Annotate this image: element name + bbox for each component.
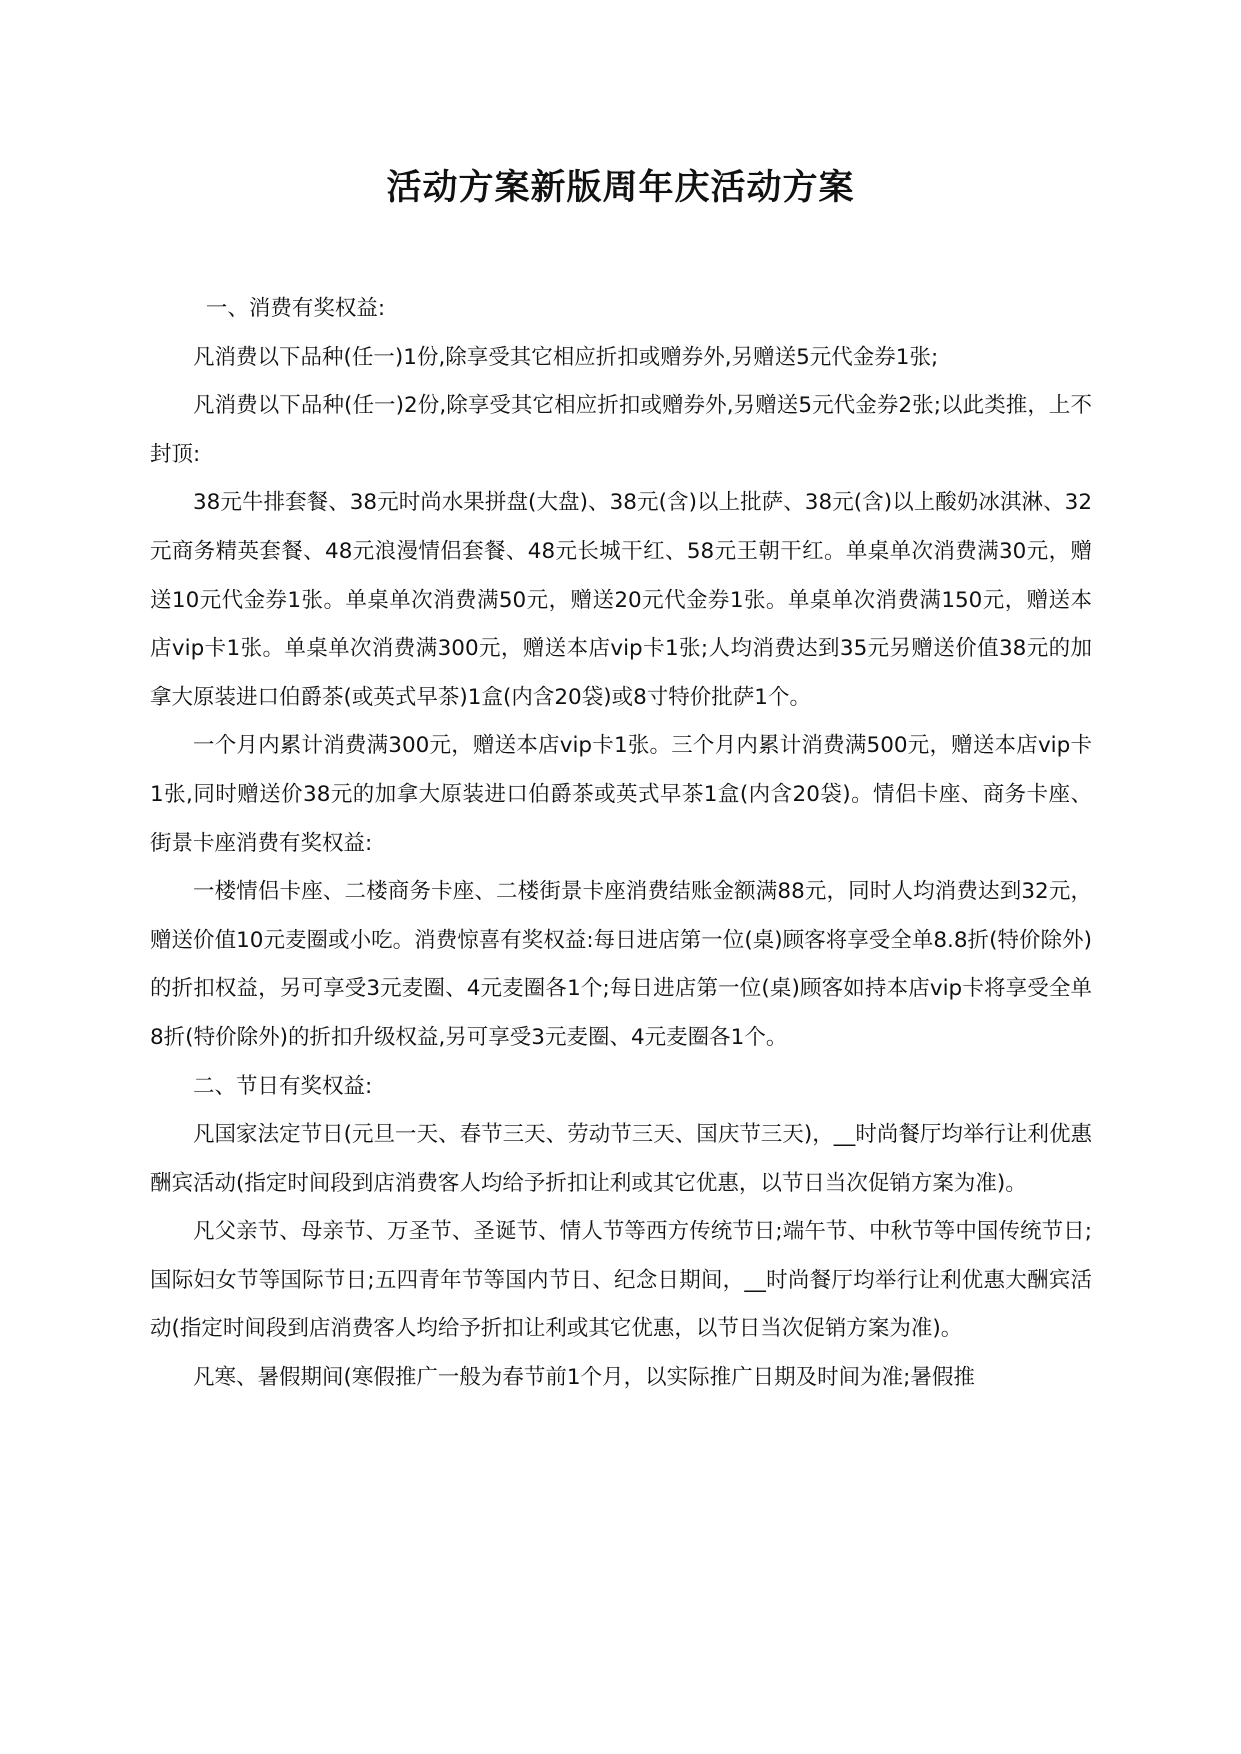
paragraph: 凡消费以下品种(任一)2份,除享受其它相应折扣或赠券外,另赠送5元代金券2张;以此类推，上不封顶: xyxy=(150,393,1092,467)
paragraph: 38元牛排套餐、38元时尚水果拼盘(大盘)、38元(含)以上批萨、38元(含)以上酸奶冰淇淋、32元商务精英套餐、48元浪漫情侣套餐、48元长城干红、58元王朝干红。单桌单次消费满30元，赠送10元代金券1张。单桌单次消费满50元，赠送20元代金券1张。单桌单次消费满150元，赠送本店vip卡1张。单桌单次消费满300元，赠送本店vip卡1张;人均消费达到35元另赠送价值38元的加拿大原装进口伯爵茶(或英式早茶)1盒(内含20袋)或8寸特价批萨1个。 xyxy=(150,490,1092,710)
document-body xyxy=(150,285,1092,1403)
section-heading-2: 二、节日有奖权益: xyxy=(193,1073,373,1099)
paragraph: 凡父亲节、母亲节、万圣节、圣诞节、情人节等西方传统节日;端午节、中秋节等中国传统节日;国际妇女节等国际节日;五四青年节等国内节日、纪念日期间，__时尚餐厅均举行让利优惠大酬宾活动(指定时间段到店消费客人均给予折扣让利或其它优惠，以节日当次促销方案为准)。 xyxy=(150,1219,1092,1342)
paragraph: 一楼情侣卡座、二楼商务卡座、二楼街景卡座消费结账金额满88元，同时人均消费达到32元，赠送价值10元麦圈或小吃。消费惊喜有奖权益:每日进店第一位(桌)顾客将享受全单8.8折(特价除外)的折扣权益，另可享受3元麦圈、4元麦圈各1个;每日进店第一位(桌)顾客如持本店vip卡将享受全单8折(特价除外)的折扣升级权益,另可享受3元麦圈、4元麦圈各1个。 xyxy=(150,879,1092,1050)
paragraph: 凡寒、暑假期间(寒假推广一般为春节前1个月，以实际推广日期及时间为准;暑假推 xyxy=(193,1365,975,1391)
page-title: 活动方案新版周年庆活动方案 xyxy=(386,168,855,208)
paragraph: 凡消费以下品种(任一)1份,除享受其它相应折扣或赠券外,另赠送5元代金券1张; xyxy=(193,344,939,370)
section-heading-1: 一、消费有奖权益: xyxy=(205,296,386,321)
paragraph: 凡国家法定节日(元旦一天、春节三天、劳动节三天、国庆节三天)，__时尚餐厅均举行让利优惠酬宾活动(指定时间段到店消费客人均给予折扣让利或其它优惠，以节日当次促销方案为准)。 xyxy=(150,1122,1092,1196)
paragraph: 一个月内累计消费满300元，赠送本店vip卡1张。三个月内累计消费满500元，赠送本店vip卡1张,同时赠送价38元的加拿大原装进口伯爵茶或英式早茶1盒(内含20袋)。情侣卡座、商务卡座、街景卡座消费有奖权益: xyxy=(150,733,1092,856)
